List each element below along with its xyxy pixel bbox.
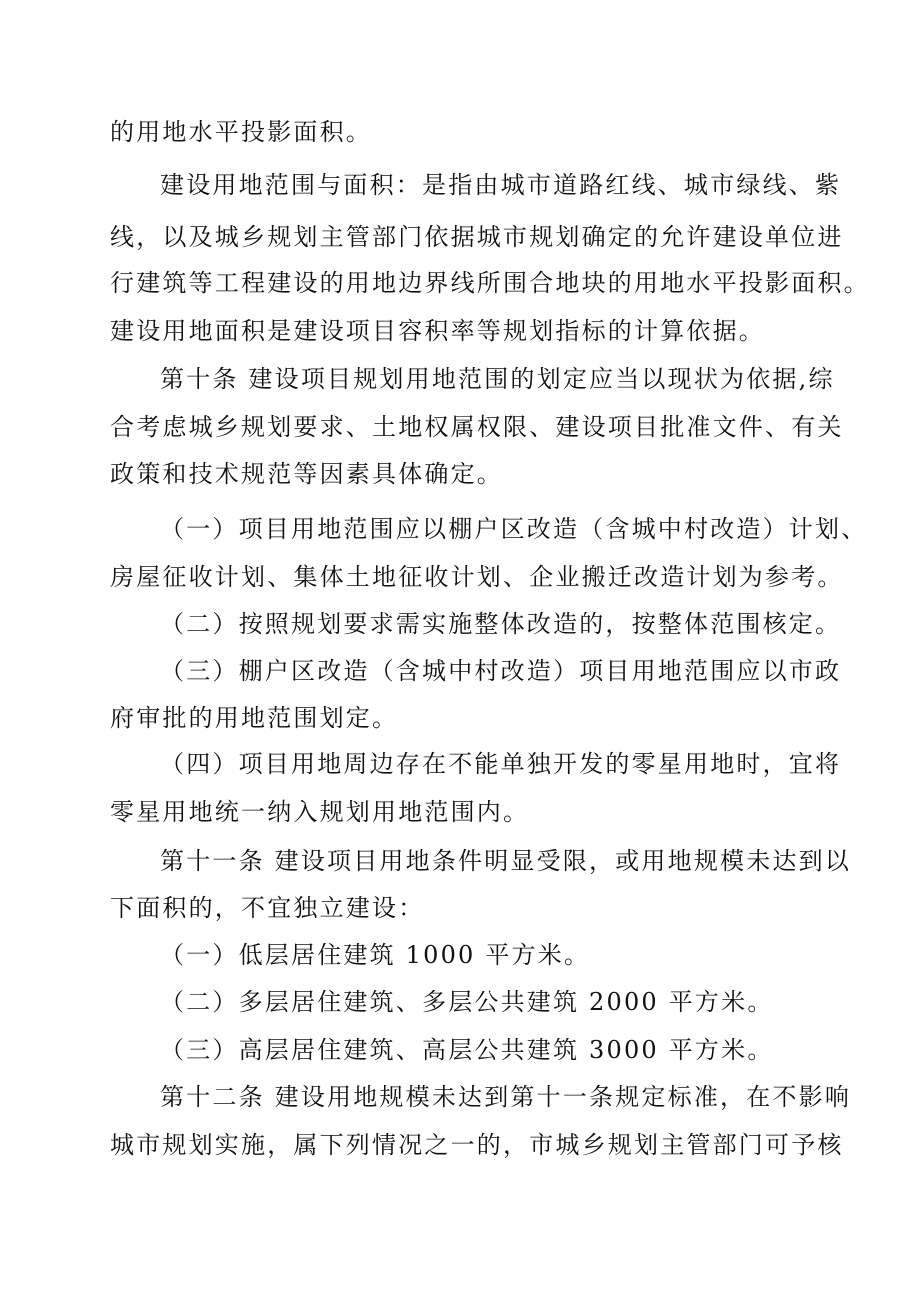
text-line: （一）低层居住建筑 1000 平方米。 [160, 941, 591, 969]
text-line: 第十二条 建设用地规模未达到第十一条规定标准，在不影响 [160, 1083, 852, 1111]
text-line: 下面积的，不宜独立建设： [110, 894, 425, 922]
text-line: 行建筑等工程建设的用地边界线所围合地块的用地水平投影面积。 [110, 269, 870, 297]
text-line: （三）棚户区改造（含城中村改造）项目用地范围应以市政 [160, 657, 842, 685]
text-line: 零星用地统一纳入规划用地范围内。 [110, 798, 530, 826]
text-line: 建设用地面积是建设项目容积率等规划指标的计算依据。 [110, 317, 765, 345]
text-line: （三）高层居住建筑、高层公共建筑 3000 平方米。 [160, 1036, 774, 1064]
text-line: 府审批的用地范围划定。 [110, 704, 399, 732]
text-line: （二）多层居住建筑、多层公共建筑 2000 平方米。 [160, 988, 774, 1016]
text-line: 的用地水平投影面积。 [110, 118, 372, 146]
text-line: 线，以及城乡规划主管部门依据城市规划确定的允许建设单位进 [110, 223, 844, 251]
text-line: （四）项目用地周边存在不能单独开发的零星用地时，宜将 [160, 750, 842, 778]
text-line: 城市规划实施，属下列情况之一的，市城乡规划主管部门可予核 [110, 1131, 844, 1159]
text-line: 建设用地范围与面积：是指由城市道路红线、城市绿线、紫 [160, 171, 842, 199]
text-line: 第十条 建设项目规划用地范围的划定应当以现状为依据,综 [160, 365, 835, 393]
text-line: 第十一条 建设项目用地条件明显受限，或用地规模未达到以 [160, 847, 852, 875]
text-line: 合考虑城乡规划要求、土地权属权限、建设项目批准文件、有关 [110, 413, 844, 441]
text-line: 房屋征收计划、集体土地征收计划、企业搬迁改造计划为参考。 [110, 563, 844, 591]
text-line: 政策和技术规范等因素具体确定。 [110, 460, 503, 488]
text-line: （一）项目用地范围应以棚户区改造（含城中村改造）计划、 [160, 515, 868, 543]
text-line: （二）按照规划要求需实施整体改造的，按整体范围核定。 [160, 610, 842, 638]
